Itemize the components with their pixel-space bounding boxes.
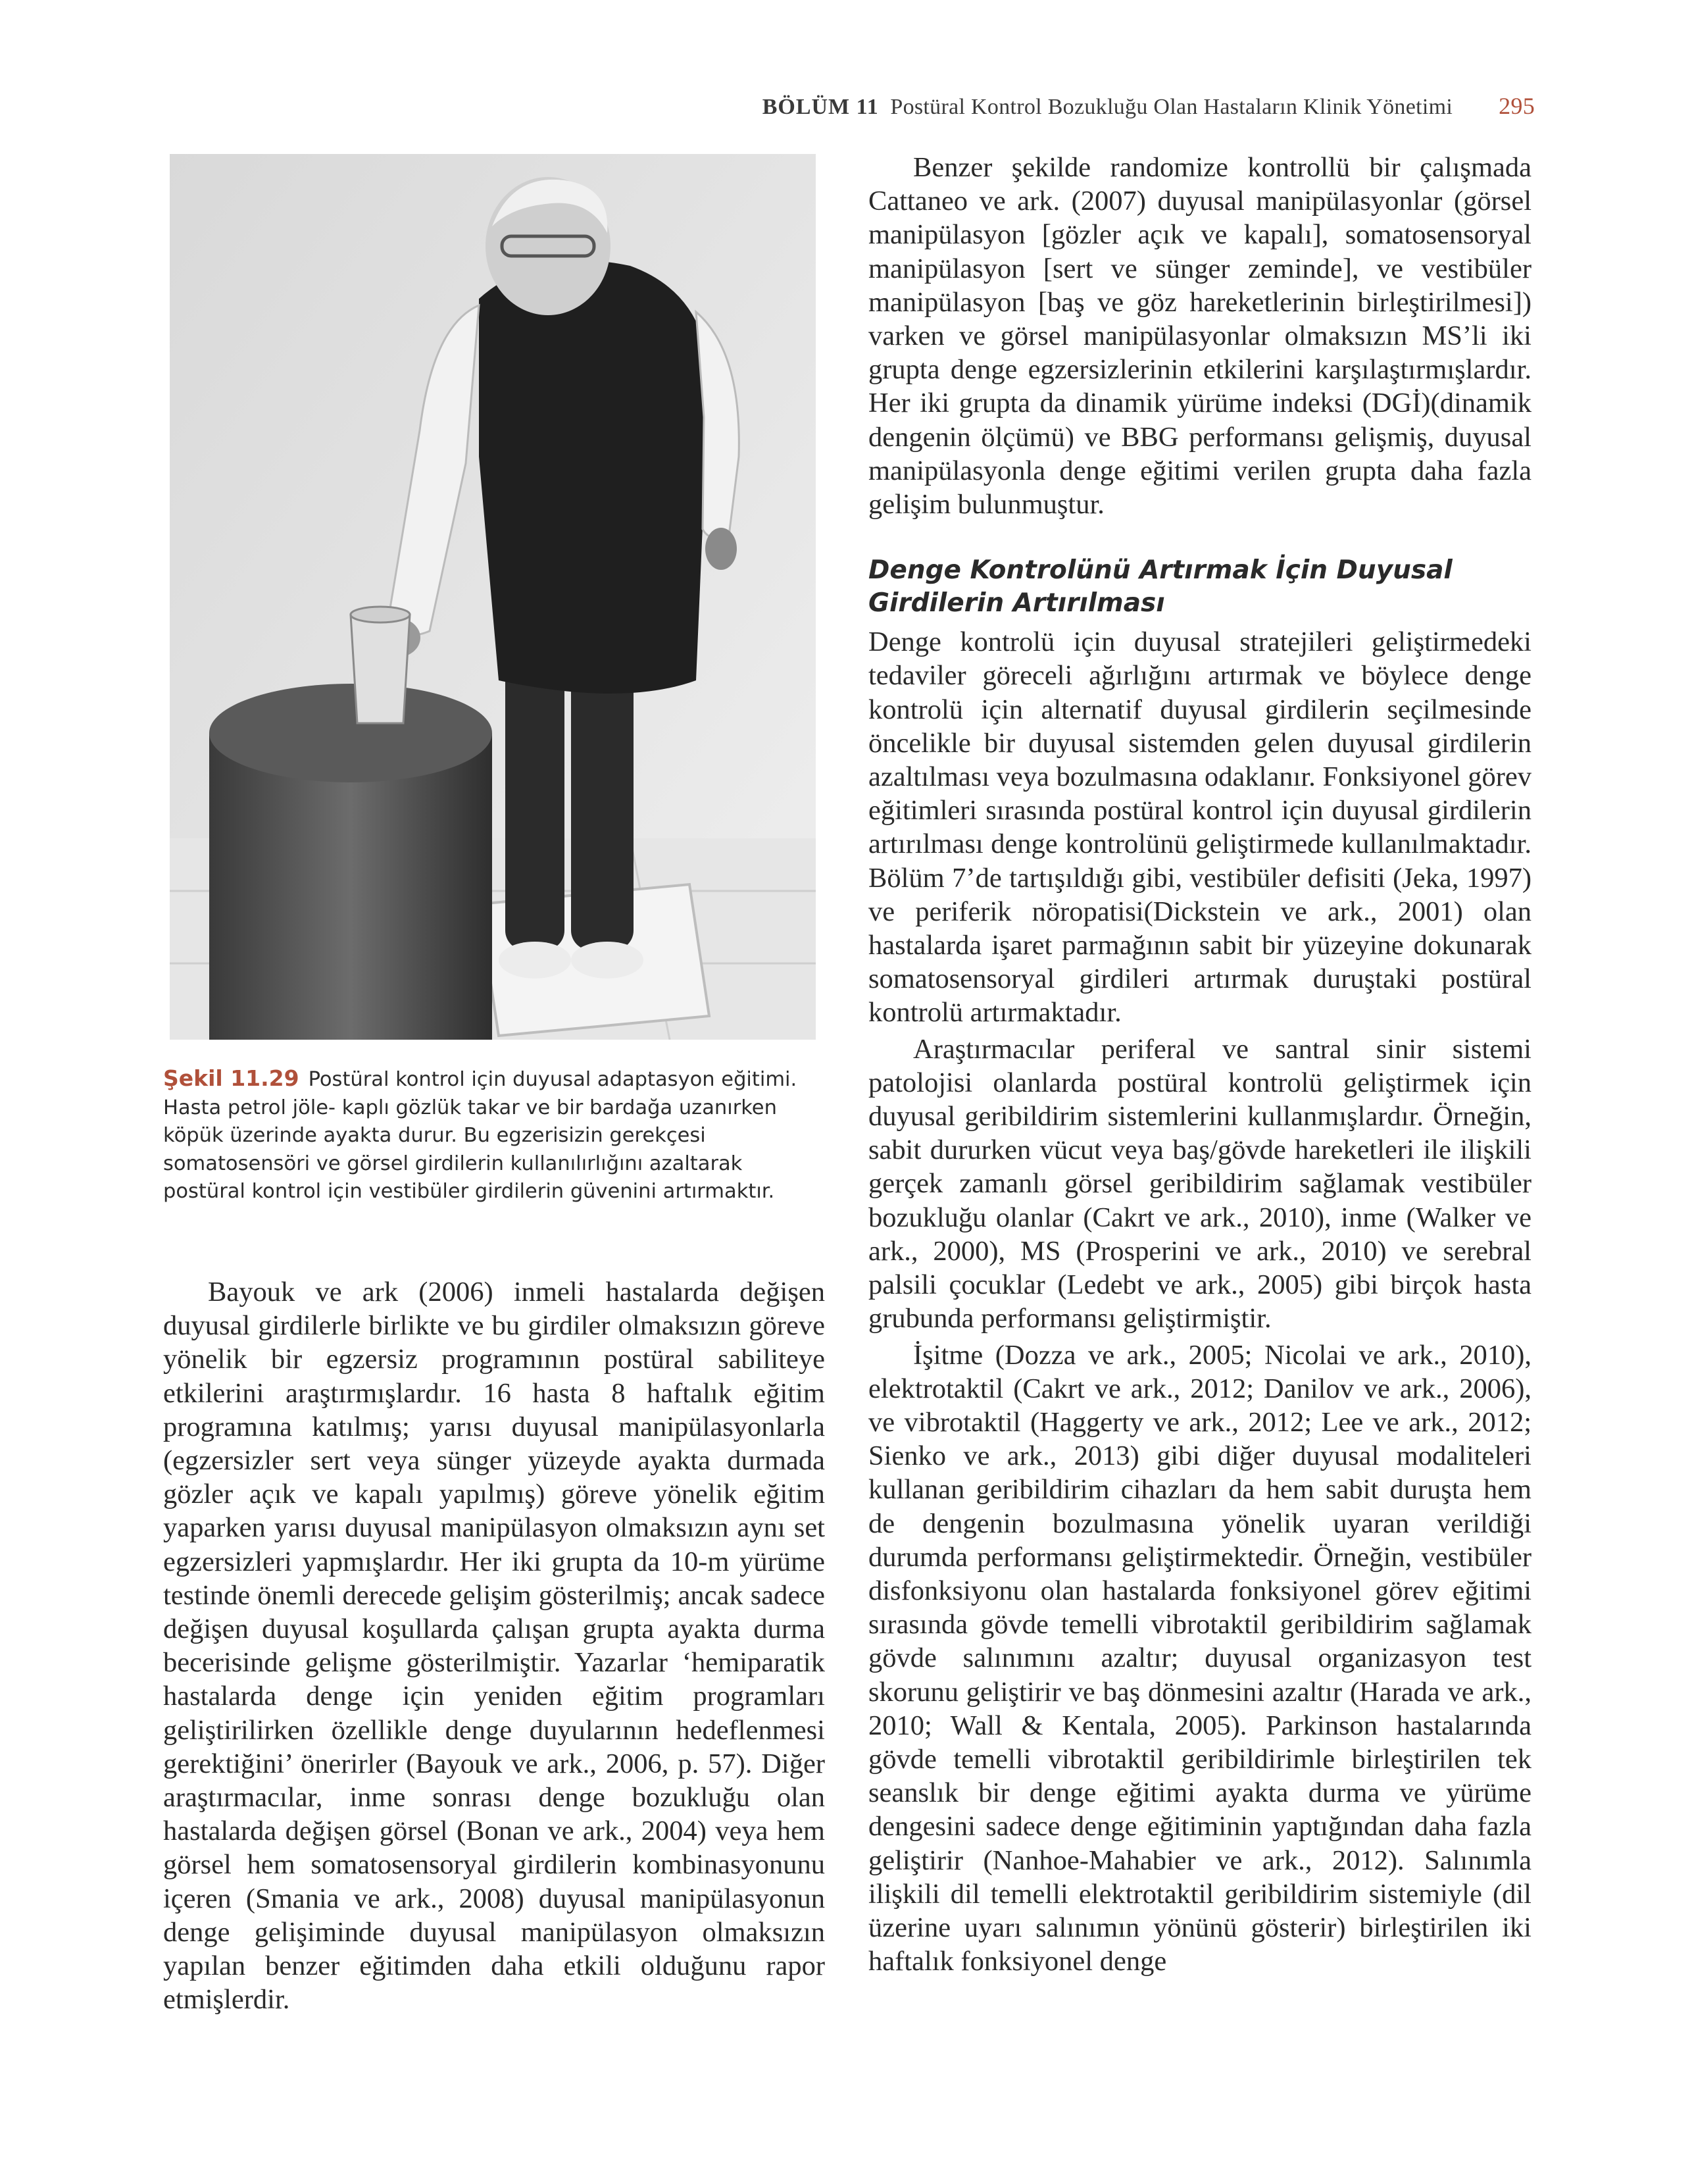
- right-leg: [571, 654, 634, 950]
- figure-label: Şekil 11.29: [163, 1065, 299, 1091]
- section-heading: Denge Kontrolünü Artırmak İçin Duyusal Girdilerin Artırılması: [868, 555, 1453, 619]
- left-paragraph: Bayouk ve ark (2006) inmeli hastalarda değişen duyusal girdilerle birlikte ve bu girdiler olmaksızın göreve yönelik bir egzersiz programının postüral sabiliteye etkilerini araştırmışlardır. 16 hasta 8 haftalık eğitim programına katılmış; yarısı duyusal manipülasyonlarla (egzersizler sert veya sünger yüzeyde ayakta durmada gözler açık ve kapalı yapılmış) göreve yönelik eğitim yaparken yarısı duyusal manipülasyon olmaksızın aynı set egzersizleri yapmışlardır. Her iki grupta da 10-m yürüme testinde önemli derecede gelişim gösterilmiş; ancak sadece değişen duyusal koşullarda çalışan grupta ayakta durma becerisinde gelişme gösterilmiştir. Yazarlar ‘hemiparatik hastalarda denge için yeniden eğitim programları geliştirilirken özellikle denge duyularının hedeflenmesi gerektiğini’ önerirler (Bayouk ve ark., 2006, p. 57). Diğer araştırmacılar, inme sonrası denge bozukluğu olan hastalarda değişen görsel (Bonan ve ark., 2004) veya hem görsel hem somatosensoryal girdilerin kombinasyonunu içeren (Smania ve ark., 2008) duyusal manipülasyonun denge gelişiminde duyusal manipülasyon olmaksızın yapılan benzer eğitimden daha etkili olduğunu rapor etmişlerdir.: [163, 1277, 825, 2016]
- right-column: [868, 151, 1532, 1978]
- figure-photo: [170, 154, 816, 1040]
- right-paragraph-4: İşitme (Dozza ve ark., 2005; Nicolai ve ark., 2010), elektrotaktil (Cakrt ve ark., 2012; Danilov ve ark., 2006), ve vibrotaktil (Haggerty ve ark., 2012; Lee ve ark., 2012; Sienko ve ark., 2013) gibi diğer duyusal modaliteleri kullanan geribildirim cihazları da hem sabit duruşta hem de dengenin bozulmasına yönelik uyaran verildiği durumda performansı geliştirmektedir. Örneğin, vestibüler disfonksiyonu olan hastalarda fonksiyonel görev eğitimi sırasında gövde temelli vibrotaktil geribildirim sağlamak gövde salınımını azaltır; duyusal organizasyon test skorunu geliştirir ve baş dönmesini azaltır (Harada ve ark., 2010; Wall & Kentala, 2005). Parkinson hastalarında gövde temelli vibrotaktil geribildirimle birleştirilen tek seanslık bir denge eğitimi ayakta durma ve yürüme dengesini sadece denge eğitiminin yaptığından daha fazla geliştirir (Nanhoe-Mahabier ve ark., 2012). Salınımla ilişkili dil temelli elektrotaktil geribildirim sistemiyle (dil üzerine uyarı salınımın yönünü gösterir) birleştirilen iki haftalık fonksiyonel denge: [868, 1339, 1532, 1977]
- vest: [479, 261, 709, 694]
- right-paragraph-1: Benzer şekilde randomize kontrollü bir çalışmada Cattaneo ve ark. (2007) duyusal manipülasyonlar (görsel manipülasyon [gözler açık ve kapalı], somatosensoryal manipülasyon [sert ve sünger zeminde], ve vestibüler manipülasyon [baş ve göz hareketlerinin birleştirilmesi]) varken ve görsel manipülasyonlar olmaksızın MS’li iki grupta denge egzersizlerinin etkilerini karşılaştırmışlardır. Her iki grupta da dinamik yürüme indeksi (DGİ)(dinamik dengenin ölçümü) ve BBG performansı gelişmiş, duyusal manipülasyonla denge eğitimi verilen grupta daha fazla gelişim bulunmuştur.: [868, 152, 1532, 521]
- running-head: [762, 92, 1535, 120]
- cup: [351, 615, 410, 723]
- chapter-label: BÖLÜM 11: [762, 95, 879, 119]
- figure-caption-text: Postüral kontrol için duyusal adaptasyon eğitimi. Hasta petrol jöle- kaplı gözlük takar ve bir bardağa uzanırken köpük üzerinde ayakta durur. Bu egzerisizin gerekçesi somatosensöri ve görsel girdilerin kullanılırlığını azaltarak postüral kontrol için vestibüler girdilerin güvenini artırmaktır.: [163, 1068, 797, 1203]
- left-leg: [505, 654, 564, 950]
- figure-caption: [163, 1065, 825, 1206]
- left-column: [163, 1275, 825, 2016]
- chapter-title: Postüral Kontrol Bozukluğu Olan Hastaların Klinik Yönetimi: [890, 95, 1453, 119]
- right-paragraph-2: Denge kontrolü için duyusal stratejileri geliştirmedeki tedaviler göreceli ağırlığını artırmak ve böylece denge kontrolü için alternatif duyusal girdilerin seçilmesinde öncelikle bir duyusal sistemden gelen duyusal girdilerin azaltılması veya bozulmasına odaklanır. Fonksiyonel görev eğitimleri sırasında postüral kontrol için duyusal girdilerin artırılması denge kontrolünü geliştirmede kullanılmaktadır. Bölüm 7’de tartışıldığı gibi, vestibüler defisiti (Jeka, 1997) ve periferik nöropatisi(Dickstein ve ark., 2001) olan hastalarda işaret parmağının sabit bir yüzeyine dokunarak somatosensoryal girdileri artırmak duruştaki postüral kontrolü artırmaktadır.: [868, 626, 1532, 1029]
- patient-balance-training-illustration: [170, 154, 816, 1040]
- page-number: 295: [1499, 93, 1535, 119]
- right-paragraph-3: Araştırmacılar periferal ve santral sinir sistemi patolojisi olanlarda postüral kontrolü geliştirmek için duyusal geribildirim sistemlerini kullanmışlardır. Örneğin, sabit dururken vücut veya baş/gövde hareketleri ile ilişkili gerçek zamanlı görsel geribildirim sağlamak vestibüler bozukluğu olanlar (Cakrt ve ark., 2010), inme (Walker ve ark., 2000), MS (Prosperini ve ark., 2010) ve serebral palsili çocuklar (Ledebt ve ark., 2005) gibi birçok hasta grubunda performansı geliştirmiştir.: [868, 1033, 1532, 1334]
- cylinder-top: [209, 684, 492, 782]
